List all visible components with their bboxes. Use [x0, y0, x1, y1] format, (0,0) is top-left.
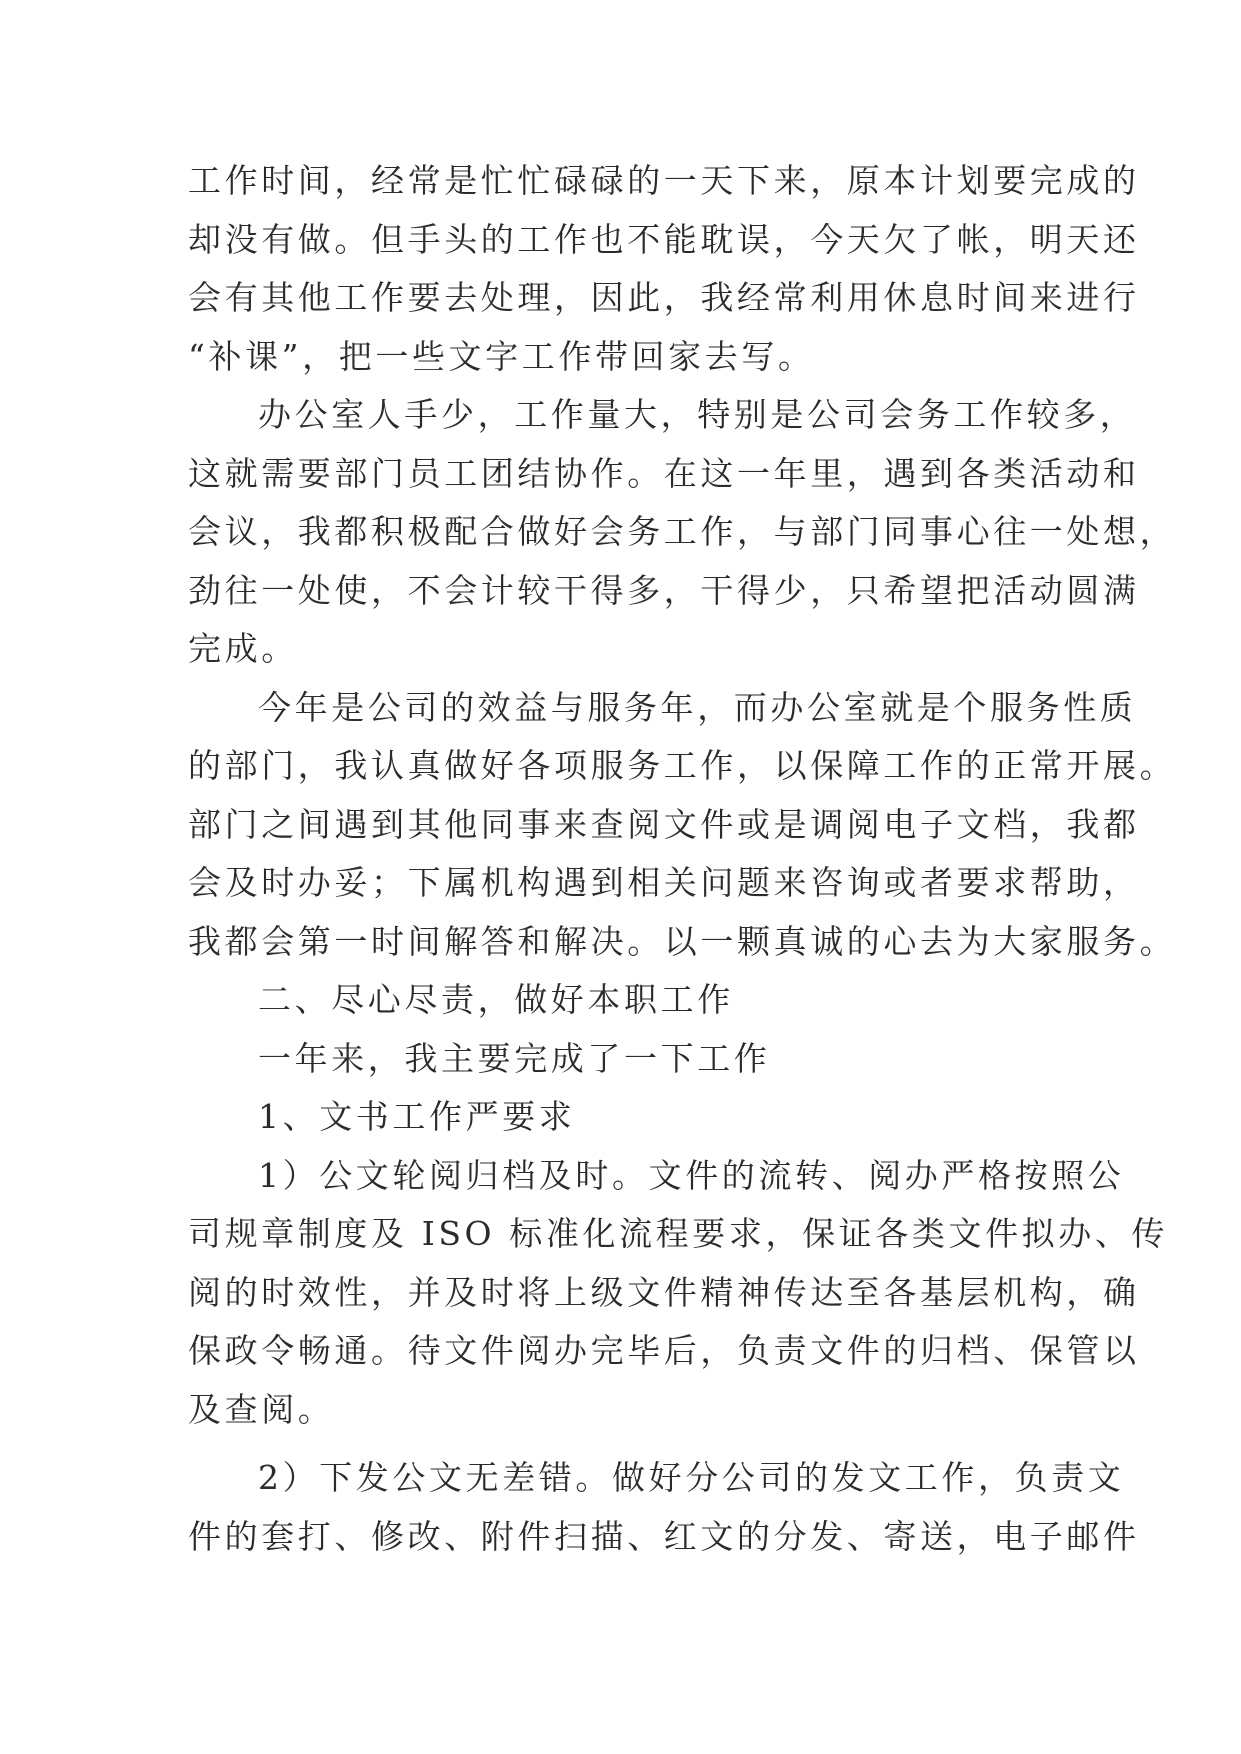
- text-line: 会议，我都积极配合做好会务工作，与部门同事心往一处想，: [188, 512, 1177, 551]
- text-line: 阅的时效性，并及时将上级文件精神传达至各基层机构，确: [188, 1272, 1140, 1312]
- text-line: 及查阅。: [188, 1389, 335, 1429]
- paragraph-start-line: 1）公文轮阅归档及时。文件的流转、阅办严格按照公: [258, 1155, 1125, 1195]
- text-line: 却没有做。但手头的工作也不能耽误，今天欠了帐，明天还: [188, 219, 1140, 259]
- text-line: 会有其他工作要去处理，因此，我经常利用休息时间来进行: [188, 278, 1140, 317]
- text-line: 司规章制度及 ISO 标准化流程要求，保证各类文件拟办、传: [188, 1214, 1169, 1253]
- text-line: 完成。: [188, 629, 298, 668]
- document-body: [188, 152, 1177, 1566]
- text-line: “补课”，把一些文字工作带回家去写。: [188, 336, 815, 376]
- section-heading: 二、尽心尽责，做好本职工作: [258, 980, 734, 1019]
- text-line: 劲往一处使，不会计较干得多，干得少，只希望把活动圆满: [188, 570, 1140, 610]
- paragraph-start-line: 办公室人手少，工作量大，特别是公司会务工作较多，: [258, 395, 1137, 434]
- paragraph-start-line: 今年是公司的效益与服务年，而办公室就是个服务性质: [258, 687, 1137, 727]
- text-line: 这就需要部门员工团结协作。在这一年里，遇到各类活动和: [188, 453, 1140, 493]
- text-line: 保政令畅通。待文件阅办完毕后，负责文件的归档、保管以: [188, 1331, 1140, 1370]
- text-line: 我都会第一时间解答和解决。以一颗真诚的心去为大家服务。: [188, 921, 1177, 961]
- text-line: 部门之间遇到其他同事来查阅文件或是调阅电子文档，我都: [188, 804, 1140, 844]
- subsection-heading: 1、文书工作严要求: [258, 1097, 576, 1136]
- text-line: 的部门，我认真做好各项服务工作，以保障工作的正常开展。: [188, 746, 1177, 785]
- text-line: 会及时办妥；下属机构遇到相关问题来咨询或者要求帮助，: [188, 863, 1140, 902]
- paragraph-start-line: 2）下发公文无差错。做好分公司的发文工作，负责文: [258, 1458, 1125, 1497]
- text-line: 工作时间，经常是忙忙碌碌的一天下来，原本计划要完成的: [188, 161, 1140, 200]
- text-line: 件的套打、修改、附件扫描、红文的分发、寄送，电子邮件: [188, 1516, 1140, 1556]
- paragraph-start-line: 一年来，我主要完成了一下工作: [258, 1038, 771, 1078]
